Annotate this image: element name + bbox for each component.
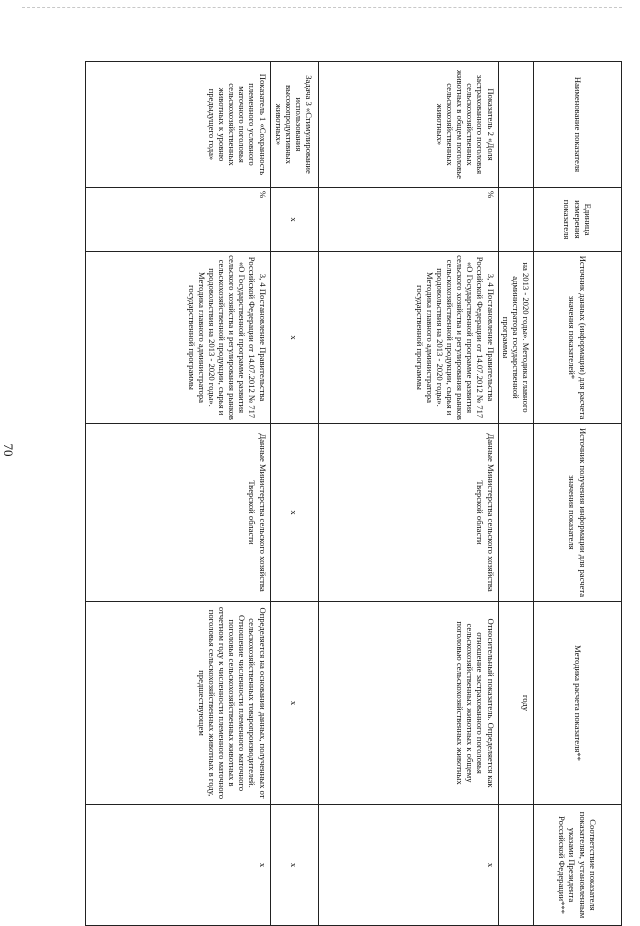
cell-name [498,62,533,188]
header-info-origin: Источник получения информации для расчета значения показателя [534,424,622,602]
cell-decree: х [85,805,270,926]
cell-unit: % [318,188,498,252]
header-indicator-name: Наименование показателя [534,62,622,188]
cell-source: 3, 4 Постановление Правительства Российской Федерации от 14.07.2012 № 717 «О Государственной программе развития сельского хозяйства и регулирования рынков сельскохозяйственной продукции, сырья и продовольствия на 2013 - 2020 годы». Методика главного администратора государственной программы [318,252,498,424]
scan-top-edge-line [22,7,622,8]
indicator-table [85,61,622,926]
cell-origin [498,424,533,602]
cell-decree [498,805,533,926]
page-number-text: 70 [1,443,16,457]
indicator-table-sheet [93,61,622,925]
table-row-indicator-2 [318,62,498,926]
table-row-indicator-1 [85,62,270,926]
cell-name: Показатель 2 «Доля застрахованного поголовья сельскохозяйственных животных в общем поголовье сельскохозяйственных животных» [318,62,498,188]
header-decree-correspondence: Соответствие показателя показателям, установленным указами Президента Российской Федерации*** [534,805,622,926]
cell-unit: % [85,188,270,252]
cell-method: Определяется на основании данных, полученных от сельскохозяйственных товаропроизводителей. Отношение численности племенного маточного поголовья сельскохозяйственных животных в отчетном году к численности племенного маточного поголовья сельскохозяйственных животных в году, предшествующем [85,602,270,805]
cell-name: Показатель 1 «Сохранность племенного условного маточного поголовья сельскохозяйственных животных к уровню предыдущего года» [85,62,270,188]
cell-method: х [270,602,318,805]
cell-origin: х [270,424,318,602]
cell-method: Относительный показатель. Определяется как отношение застрахованного поголовья сельскохозяйственных животных к общему поголовью сельскохозяйственных животных [318,602,498,805]
cell-source: на 2013 - 2020 годы». Методика главного администратора государственной программы [498,252,533,424]
cell-decree: х [318,805,498,926]
cell-origin: Данные Министерства сельского хозяйства Тверской области [318,424,498,602]
table-row-continuation [498,62,533,926]
cell-unit: х [270,188,318,252]
cell-source: х [270,252,318,424]
cell-decree: х [270,805,318,926]
table-row-task-3 [270,62,318,926]
header-calculation-method: Методика расчета показателя** [534,602,622,805]
cell-origin: Данные Министерства сельского хозяйства Тверской области [85,424,270,602]
cell-unit [498,188,533,252]
header-data-source: Источник данных (информации) для расчета значения показателей* [534,252,622,424]
cell-source: 3, 4 Постановление Правительства Российской Федерации от 14.07.2012 № 717 «О Государственной программе развития сельского хозяйства и регулирования рынков сельскохозяйственной продукции, сырья и продовольствия на 2013 - 2020 годы». Методика главного администратора государственной программы [85,252,270,424]
cell-name: Задача 3 «Стимулирование использования высокопродуктивных животных» [270,62,318,188]
cell-method: году [498,602,533,805]
table-header-row [534,62,622,926]
header-unit: Единица измерения показателя [534,188,622,252]
